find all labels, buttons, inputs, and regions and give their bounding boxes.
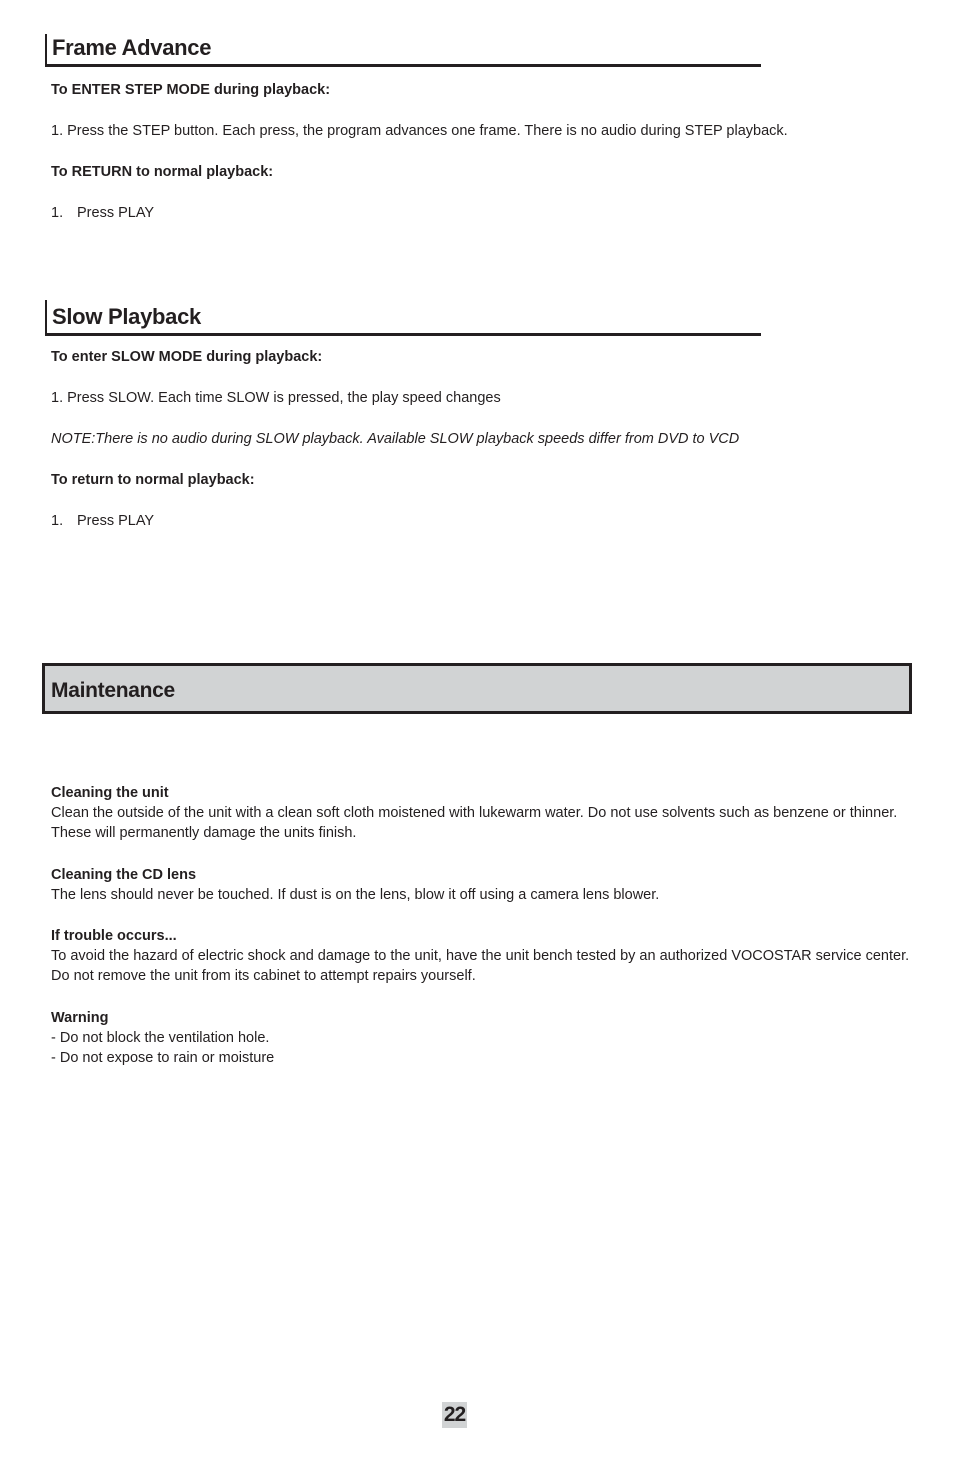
warning-line-1: - Do not block the ventilation hole. [51, 1030, 270, 1046]
slow-playback-enter-heading: To enter SLOW MODE during playback: [51, 349, 323, 365]
maintenance-header [42, 663, 912, 714]
frame-advance-step-instruction: 1. Press the STEP button. Each press, the program advances one frame. There is no audio during STEP playback. [51, 123, 788, 139]
trouble-block [51, 926, 911, 986]
slow-playback-instruction: 1. Press SLOW. Each time SLOW is pressed, the play speed changes [51, 390, 501, 406]
trouble-text: To avoid the hazard of electric shock and damage to the unit, have the unit bench tested by an authorized VOCOSTAR service center. Do not remove the unit from its cabinet to attempt repairs yourself. [51, 948, 910, 984]
slow-playback-note: NOTE:There is no audio during SLOW playback. Available SLOW playback speeds differ from DVD to VCD [51, 431, 740, 447]
page-number: 22 [443, 1403, 466, 1426]
slow-playback-return-number: 1. [51, 513, 64, 529]
frame-advance-return-number: 1. [51, 205, 64, 221]
frame-advance-title: Frame Advance [52, 35, 212, 60]
frame-advance-return-heading: To RETURN to normal playback: [51, 164, 274, 180]
cleaning-lens-text: The lens should never be touched. If dust is on the lens, blow it off using a camera lens blower. [51, 887, 660, 903]
cleaning-unit-block [51, 783, 911, 843]
cleaning-unit-text: Clean the outside of the unit with a clean soft cloth moistened with lukewarm water. Do not use solvents such as benzene or thinner. These will permanently damage the units finish. [51, 805, 898, 841]
cleaning-lens-heading: Cleaning the CD lens [51, 867, 197, 883]
slow-playback-return-step: Press PLAY [77, 513, 155, 529]
warning-heading: Warning [51, 1010, 109, 1026]
warning-block [51, 1008, 911, 1068]
trouble-heading: If trouble occurs... [51, 928, 177, 944]
slow-playback-return-heading: To return to normal playback: [51, 472, 255, 488]
frame-advance-header [45, 34, 761, 67]
frame-advance-return-step: Press PLAY [77, 205, 155, 221]
cleaning-lens-block [51, 865, 911, 905]
slow-playback-header [45, 300, 761, 336]
cleaning-unit-heading: Cleaning the unit [51, 785, 169, 801]
frame-advance-enter-heading: To ENTER STEP MODE during playback: [51, 82, 331, 98]
maintenance-title: Maintenance [51, 679, 175, 702]
slow-playback-title: Slow Playback [52, 304, 201, 329]
warning-line-2: - Do not expose to rain or moisture [51, 1050, 275, 1066]
